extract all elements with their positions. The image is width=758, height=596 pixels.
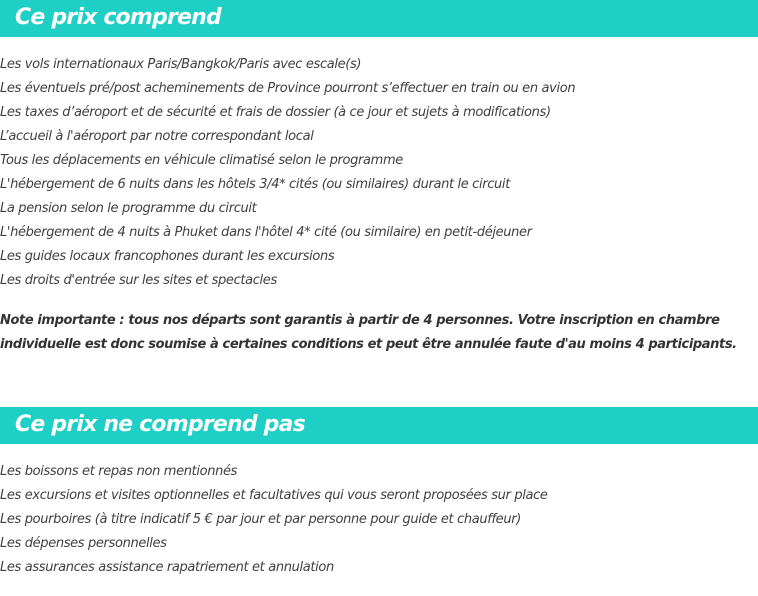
- important-note: Note importante : tous nos départs sont garantis à partir de 4 personnes. Votre inscription en chambre individuelle est donc soumise à certaines conditions et peut être annulée faute d'au moins 4 participants.: [0, 313, 737, 352]
- excluded-item: Les dépenses personnelles: [0, 536, 167, 551]
- excluded-item: Les excursions et visites optionnelles et facultatives qui vous seront proposées sur place: [0, 488, 548, 503]
- excluded-item: Les pourboires (à titre indicatif 5 € par jour et par personne pour guide et chauffeur): [0, 512, 521, 527]
- included-item: Les guides locaux francophones durant les excursions: [0, 249, 335, 264]
- excluded-section-header: [0, 407, 758, 444]
- included-list: [0, 53, 575, 293]
- included-item: La pension selon le programme du circuit: [0, 201, 257, 216]
- included-section-header: [0, 0, 758, 37]
- included-item: L'hébergement de 4 nuits à Phuket dans l'hôtel 4* cité (ou similaire) en petit-déjeuner: [0, 225, 532, 240]
- included-item: Les vols internationaux Paris/Bangkok/Paris avec escale(s): [0, 57, 362, 72]
- excluded-item: Les assurances assistance rapatriement et annulation: [0, 560, 334, 575]
- included-item: L’accueil à l'aéroport par notre correspondant local: [0, 129, 314, 144]
- included-item: Tous les déplacements en véhicule climatisé selon le programme: [0, 153, 403, 168]
- included-item: Les taxes d’aéroport et de sécurité et frais de dossier (à ce jour et sujets à modifications): [0, 105, 551, 120]
- included-item: L'hébergement de 6 nuits dans les hôtels 3/4* cités (ou similaires) durant le circuit: [0, 177, 510, 192]
- excluded-section-title: Ce prix ne comprend pas: [15, 412, 305, 437]
- included-item: Les éventuels pré/post acheminements de Province pourront s’effectuer en train ou en avion: [0, 81, 576, 96]
- excluded-item: Les boissons et repas non mentionnés: [0, 464, 238, 479]
- included-item: Les droits d'entrée sur les sites et spectacles: [0, 273, 277, 288]
- excluded-list: [0, 460, 548, 580]
- included-section-title: Ce prix comprend: [15, 5, 221, 30]
